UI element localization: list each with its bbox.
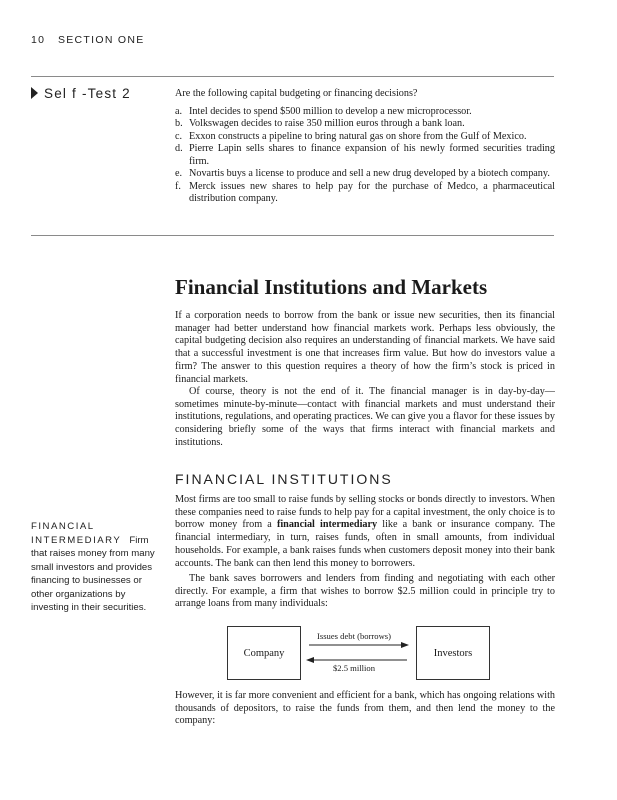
right-arrow-icon	[309, 642, 409, 648]
list-item: d. Pierre Lapin sells shares to finance expansion of his newly formed securities trading firm.	[175, 143, 555, 167]
flow-arrows	[299, 640, 416, 664]
self-test-label: Sel f -Test 2	[31, 86, 131, 101]
flow-label-bottom: $2.5 million	[332, 663, 376, 673]
bottom-rule	[31, 235, 554, 236]
paragraph-convenience: However, it is far more convenient and efficient for a bank, which has ongoing relations with thousands of depositors, to raise the funds from them, and then lend the money to the company:	[175, 690, 555, 727]
paragraph-intro: If a corporation needs to borrow from the bank or issue new securities, then its financial manager had better understand how financial markets work. Perhaps less obviously, the capital budgeting decision also requires an understanding of financial markets. We have said that a successful investment is one that increases firm value. But how do investors value a firm? The answer to this question requires a theory of how the firm’s stock is priced in financial markets.	[175, 310, 555, 385]
investors-box: Investors	[416, 626, 490, 680]
self-test-question: Are the following capital budgeting or financing decisions?	[175, 88, 418, 99]
list-item: c. Exxon constructs a pipeline to bring natural gas on shore from the Gulf of Mexico.	[175, 130, 527, 142]
triangle-bullet-icon	[31, 87, 38, 99]
margin-definition-text: that raises money from many small investors and provides financing to businesses or other organizations by investing in their securities.	[31, 548, 155, 613]
margin-term: INTERMEDIARY	[31, 534, 122, 546]
key-term: financial intermediary	[276, 519, 378, 531]
paragraph-intermediaries: Most firms are too small to raise funds by selling stocks or bonds directly to investors. When these companies need to raise funds to help pay for a capital investment, the only choice is to borrow money from a financial intermediary like a bank or insurance company. The financial intermediary, in turn, raises funds, often in small amounts, from individual households. For example, a bank raises funds when customers deposit money into their bank accounts. The bank can then lend this money to borrowers.	[175, 494, 555, 569]
self-test-body	[175, 88, 555, 206]
left-arrow-icon	[306, 657, 407, 663]
margin-definition: FINANCIAL INTERMEDIARY Firm that raises money from many small investors and provides financing to businesses or other organizations by investing in their securities.	[31, 520, 161, 615]
list-item: b. Volkswagen decides to raise 350 million euros through a bank loan.	[175, 118, 465, 129]
paragraph-theory: Of course, theory is not the end of it. The financial manager is in day-by-day—sometimes minute-by-minute—contact with financial markets and must understand their institutions, regulations, and operating practices. We can give you a flavor for these issues by considering briefly some of the ways that firms interact with financial markets and institutions.	[175, 386, 555, 448]
running-head	[31, 34, 145, 46]
list-item: f. Merck issues new shares to help pay for the purchase of Medco, a pharmaceutical distribution company.	[175, 180, 555, 204]
section-name: SECTION ONE	[57, 34, 145, 46]
page-number: 10	[31, 34, 46, 46]
paragraph-bank-saves: The bank saves borrowers and lenders from finding and negotiating with each other directly. For example, a firm that wishes to borrow $2.5 million could in principle try to arrange loans from many individuals:	[175, 573, 555, 610]
list-item: e. Novartis buys a license to produce and sell a new drug developed by a biotech company.	[175, 168, 550, 179]
margin-term: FINANCIAL	[31, 521, 95, 532]
subhead-financial-institutions: FINANCIAL INSTITUTIONS	[175, 471, 393, 487]
section-title: Financial Institutions and Markets	[175, 275, 488, 299]
company-box: Company	[227, 626, 301, 680]
flow-label-top: Issues debt (borrows)	[317, 631, 391, 641]
self-test-list	[175, 106, 555, 206]
top-rule	[31, 76, 554, 77]
list-item: a. Intel decides to spend $500 million to develop a new microprocessor.	[175, 105, 472, 117]
